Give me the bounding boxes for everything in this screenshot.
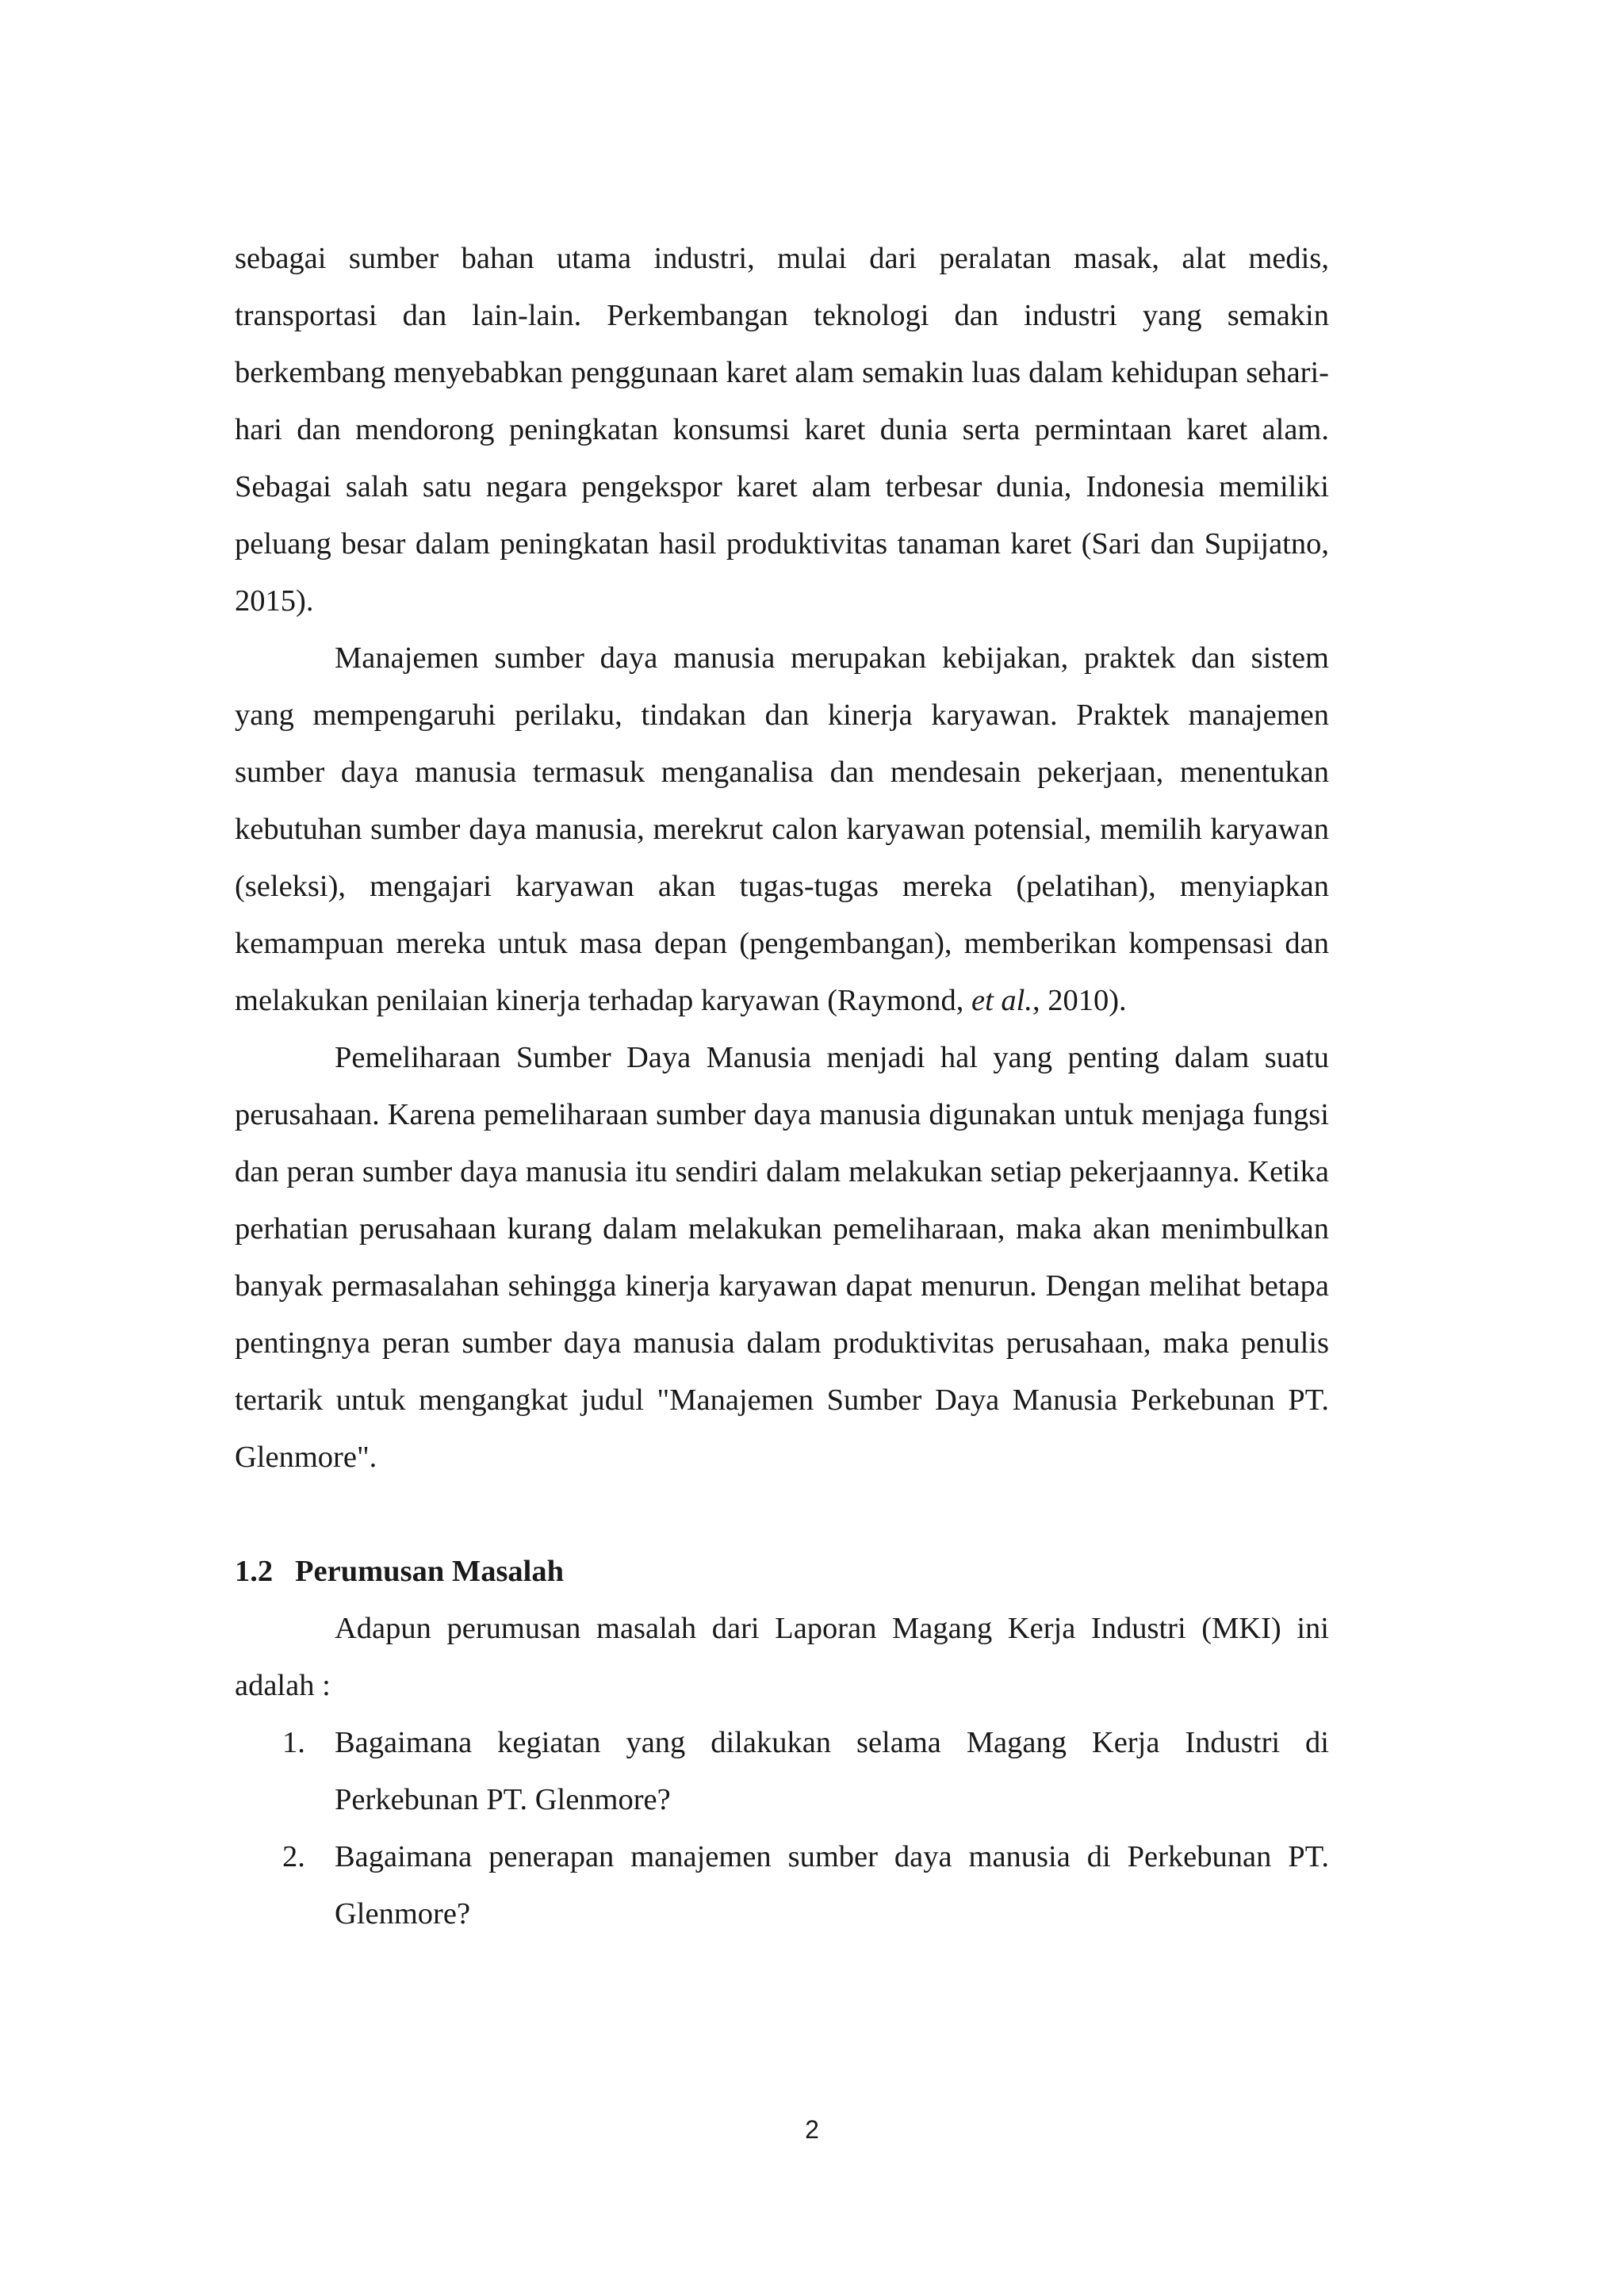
citation-et-al: et al.	[971, 984, 1032, 1017]
list-marker: 1.	[282, 1726, 305, 1759]
question-list	[235, 1714, 1329, 1942]
paragraph-rubber-industry: sebagai sumber bahan utama industri, mulai dari peralatan masak, alat medis, transportasi dan lain-lain. Perkembangan teknologi dan industri yang semakin berkembang menyebabkan penggunaan karet alam semakin luas dalam kehidupan sehari-hari dan mendorong peningkatan konsumsi karet dunia serta permintaan karet alam. Sebagai salah satu negara pengekspor karet alam terbesar dunia, Indonesia memiliki peluang besar dalam peningkatan hasil produktivitas tanaman karet (Sari dan Supijatno, 2015).	[235, 242, 1329, 618]
document-page	[235, 230, 1329, 1942]
list-item-text: Bagaimana penerapan manajemen sumber daya manusia di Perkebunan PT. Glenmore?	[335, 1840, 1329, 1931]
paragraph-hr-management	[235, 629, 1329, 1029]
section-title: Perumusan Masalah	[295, 1555, 565, 1588]
list-item-text: Bagaimana kegiatan yang dilakukan selama Magang Kerja Industri di Perkebunan PT. Glenmore?	[335, 1726, 1329, 1816]
paragraph-hr-maintenance: Pemeliharaan Sumber Daya Manusia menjadi hal yang penting dalam suatu perusahaan. Karena pemeliharaan sumber daya manusia digunakan untuk menjaga fungsi dan peran sumber daya manusia itu sendiri dalam melakukan setiap pekerjaannya. Ketika perhatian perusahaan kurang dalam melakukan pemeliharaan, maka akan menimbulkan banyak permasalahan sehingga kinerja karyawan dapat menurun. Dengan melihat betapa pentingnya peran sumber daya manusia dalam produktivitas perusahaan, maka penulis tertarik untuk mengangkat judul "Manajemen Sumber Daya Manusia Perkebunan PT. Glenmore".	[235, 1041, 1329, 1474]
list-item	[235, 1828, 1329, 1942]
citation-year: , 2010).	[1032, 984, 1127, 1017]
paragraph-text: Manajemen sumber daya manusia merupakan kebijakan, praktek dan sistem yang mempengaruhi perilaku, tindakan dan kinerja karyawan. Praktek manajemen sumber daya manusia termasuk menganalisa dan mendesain pekerjaan, menentukan kebutuhan sumber daya manusia, merekrut calon karyawan potensial, memilih karyawan (seleksi), mengajari karyawan akan tugas-tugas mereka (pelatihan), menyiapkan kemampuan mereka untuk masa depan (pengembangan), memberikan kompensasi dan melakukan penilaian kinerja terhadap karyawan (Raymond,	[235, 641, 1329, 1017]
section-number: 1.2	[235, 1555, 274, 1588]
section-intro: Adapun perumusan masalah dari Laporan Magang Kerja Industri (MKI) ini adalah :	[235, 1612, 1329, 1702]
section-heading	[235, 1543, 1329, 1600]
list-item	[235, 1714, 1329, 1828]
list-marker: 2.	[282, 1840, 305, 1873]
page-number: 2	[805, 2115, 819, 2144]
